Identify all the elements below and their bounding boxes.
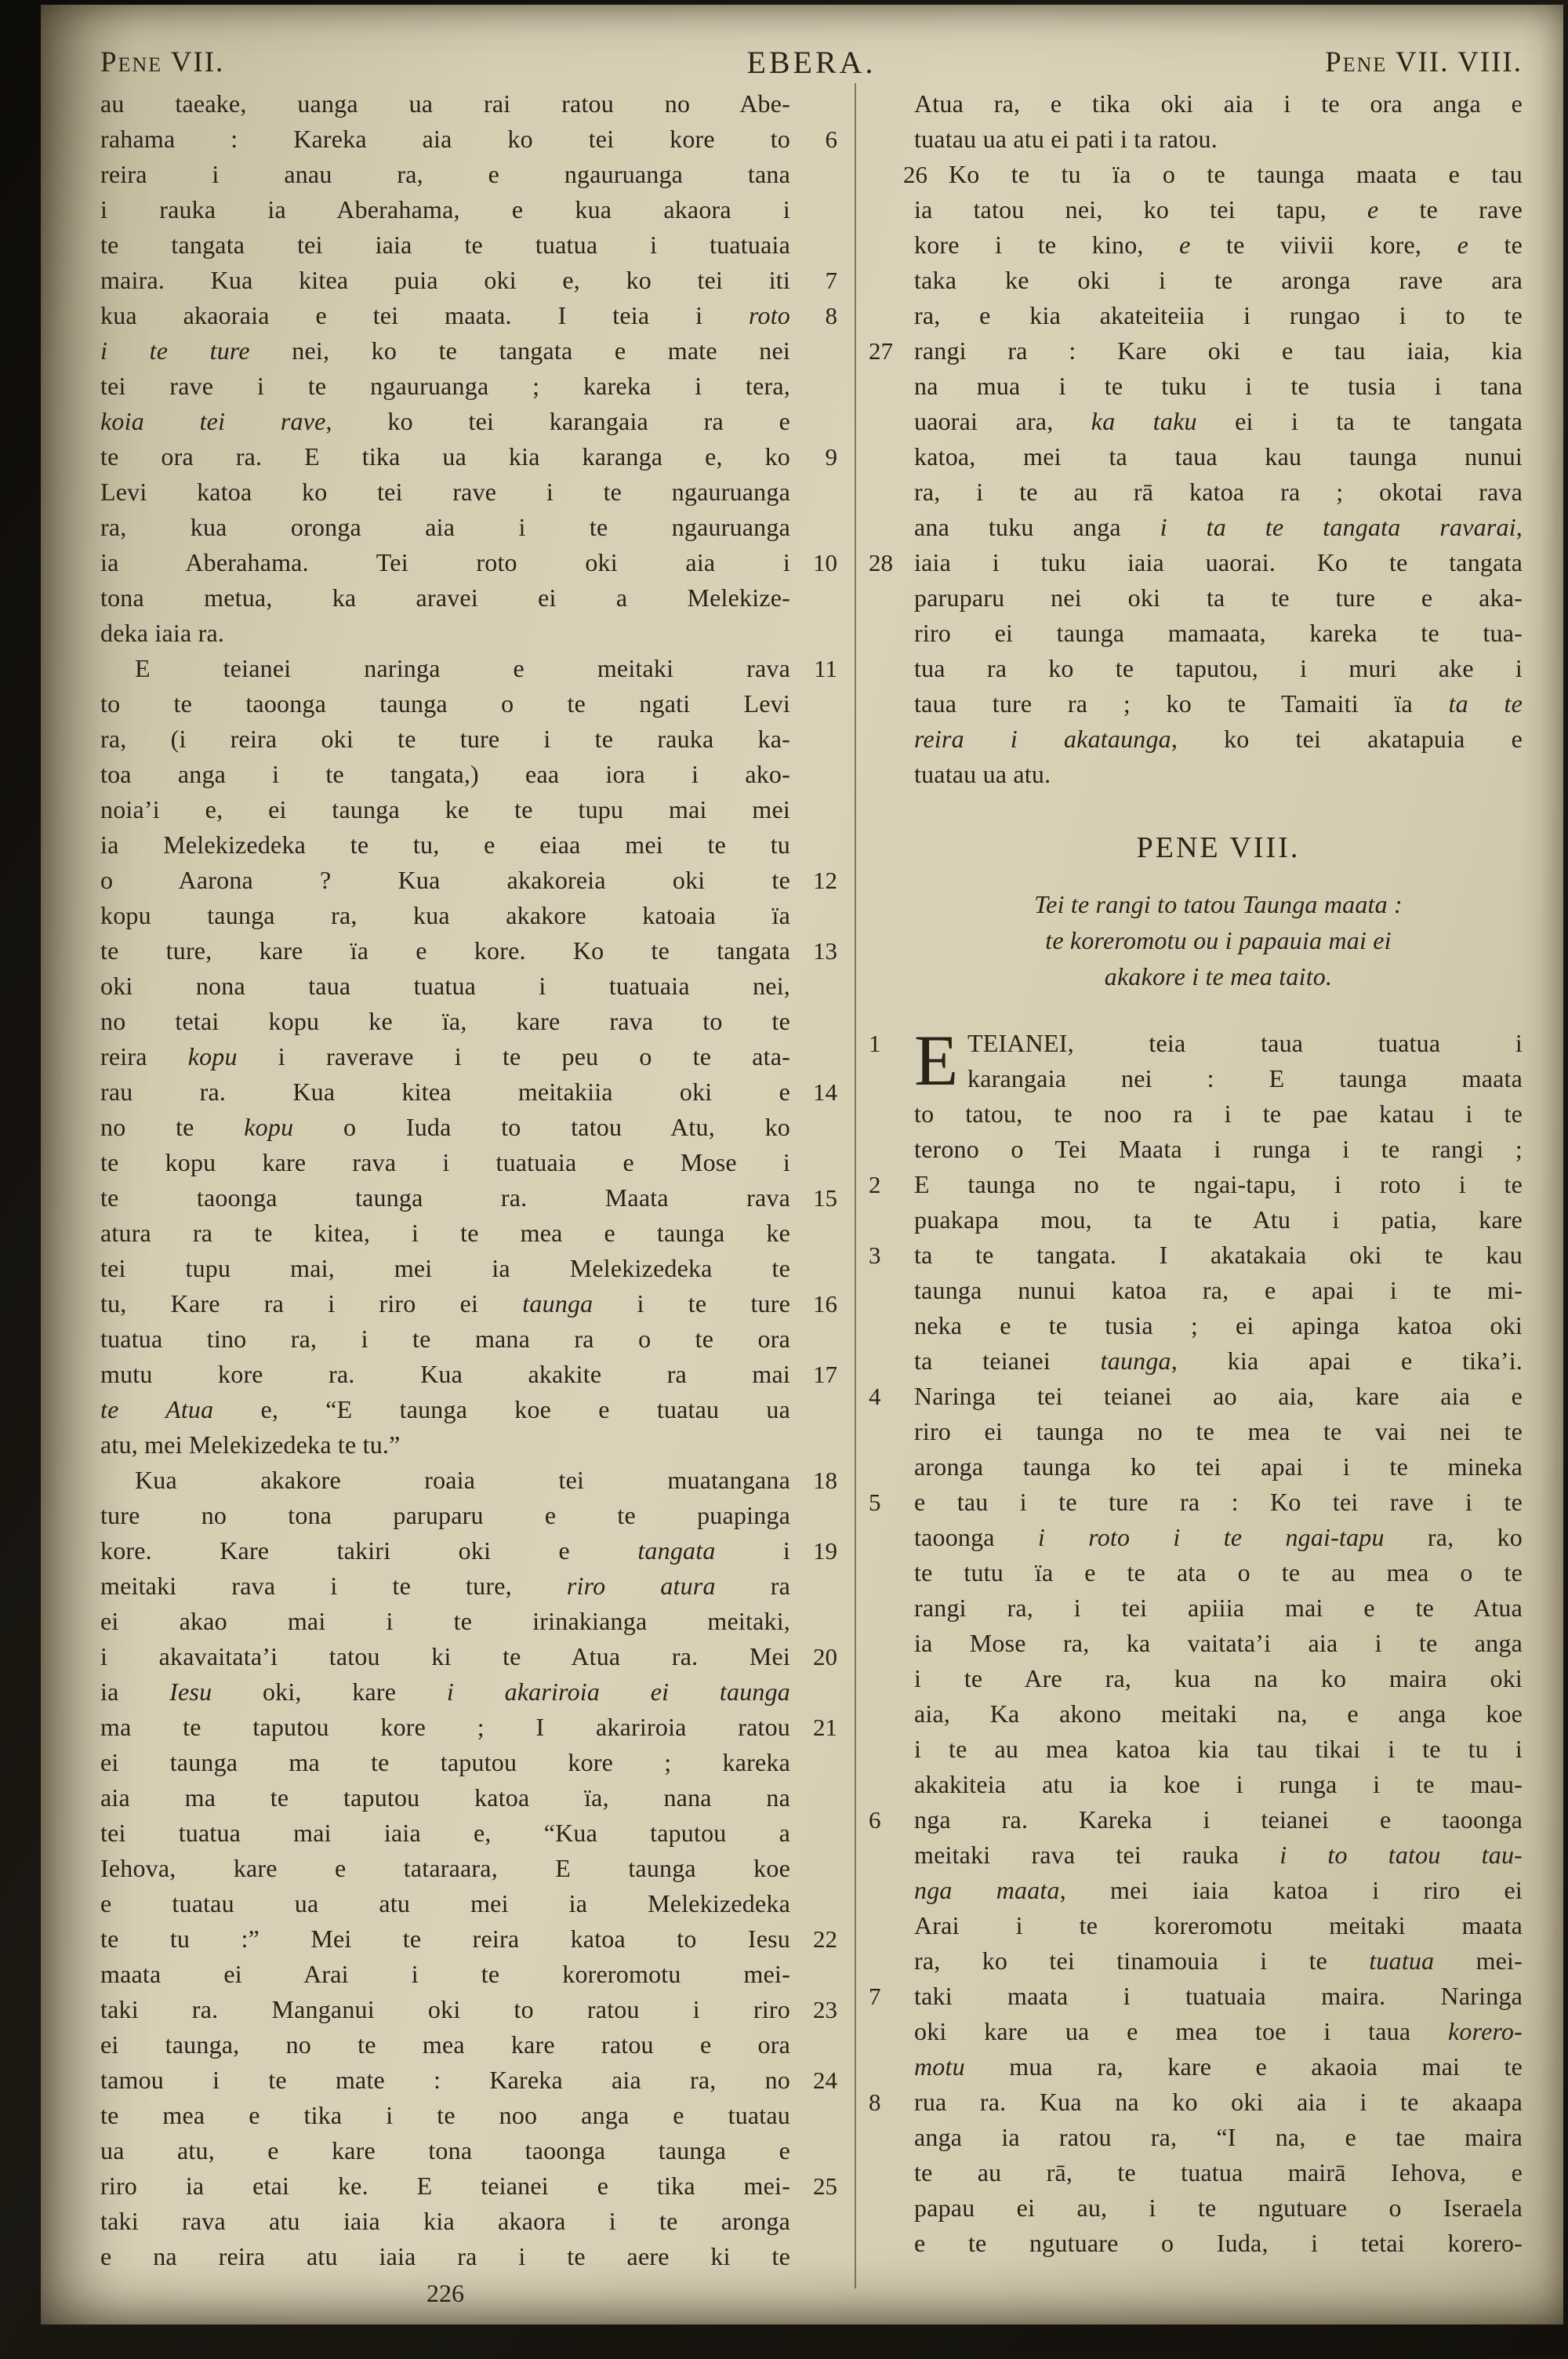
text-line: ra, ko tei tinamouia i te tuatua mei- [914,1946,1523,1975]
text-line: au taeake, uanga ua rai ratou no Abe- [100,89,790,118]
verse-number: 11 [814,655,837,682]
text-line: reira kopu i raverave i te peu o te ata- [100,1042,791,1070]
text-line: tei tuatua mai iaia e, “Kua taputou a [100,1819,790,1847]
text-line: i te au mea katoa kia tau tikai i te tu i [914,1735,1523,1763]
verse-number: 8 [825,302,837,329]
text-line: tu, Kare ra i riro ei taunga i te ture 16 [100,1286,790,1321]
text-line: te tu :” Mei te reira katoa to Iesu 22 [100,1921,790,1957]
text-line: mutu kore ra. Kua akakite ra mai 17 [100,1357,790,1392]
text-line: kua akaoraia e tei maata. I teia i roto 8 [100,298,790,333]
text-line: oki nona taua tuatua i tuatuaia nei, [100,972,790,1000]
verse-number: 5 [869,1488,881,1516]
text-line: rahama : Kareka aia ko tei kore to 6 [100,122,790,157]
running-head-right: Pene VII. VIII. [1325,46,1523,78]
summary-line: te koreromotu ou i papauia mai ei [1045,926,1392,954]
chapter-summary [914,886,1523,994]
text-line: rau ra. Kua kitea meitakiia oki e 14 [100,1074,790,1110]
text-line: atu, mei Melekizedeka te tu.” [100,1430,401,1459]
text-line: karangaia nei : E taunga maata [967,1064,1523,1092]
verse-number: 16 [813,1290,837,1318]
text-line: tuatua tino ra, i te mana ra o te ora [100,1325,790,1353]
text-line: i rauka ia Aberahama, e kua akaora i [100,195,790,224]
text-line: ana tuku anga i ta te tangata ravarai, [914,513,1523,541]
text-line: ua atu, e kare tona taoonga taunga e [100,2136,790,2165]
text-line: tei rave i te ngauruanga ; kareka i tera, [100,372,790,400]
running-head-left: Pene VII. [100,46,225,78]
text-line: anga ia ratou ra, “I na, e tae maira [914,2123,1523,2151]
text-line: rangi ra, i tei apiiia mai e te Atua [914,1594,1523,1622]
verse-number: 2 [869,1171,881,1198]
text-line: e tuatau ua atu mei ia Melekizedeka [100,1889,790,1917]
verse-number: 18 [813,1467,837,1494]
text-line: na mua i te tuku i te tusia i tana [914,372,1523,400]
text-line: tuatau ua atu. [914,760,1051,788]
text-line: toa anga i te tangata,) eaa iora i ako- [100,760,790,788]
text-line: E taunga no te ngai-tapu, i roto i te 2 [914,1167,1523,1202]
text-line: o Aarona ? Kua akakoreia oki te 12 [100,863,790,898]
verse-number: 17 [813,1361,837,1388]
text-line: deka iaia ra. [100,619,225,647]
text-line: motu mua ra, kare e akaoia mai te [914,2052,1523,2081]
text-line: ei akao mai i te irinakianga meitaki, [100,1607,790,1635]
text-line: papau ei au, i te ngutuare o Iseraela [914,2194,1523,2222]
text-line: i akavaitata’i tatou ki te Atua ra. Mei 20 [100,1639,790,1674]
text-line: te tangata tei iaia te tuatua i tuatuaia [100,231,790,259]
text-line: te ture, kare ïa e kore. Ko te tangata 13 [100,933,790,969]
text-line: ra, (i reira oki te ture i te rauka ka- [100,725,790,753]
text-line: ia Melekizedeka te tu, e eiaa mei te tu [100,831,790,859]
text-line: i te Are ra, kua na ko maira oki [914,1664,1523,1692]
text-line: paruparu nei oki ta te ture e aka- [914,583,1523,612]
text-line: TEIANEI, teia taua tuatua i 1 [914,1026,1523,1061]
text-line: tua ra ko te taputou, i muri ake i [914,654,1523,682]
column-divider [855,83,856,2288]
text-line: taua ture ra ; ko te Tamaiti ïa ta te [914,689,1523,718]
text-line: te tutu ïa e te ata o te au mea o te [914,1558,1523,1587]
running-head [100,45,1523,85]
text-line: e tau i te ture ra : Ko tei rave i te 5 [914,1485,1523,1520]
left-column [100,86,837,2274]
verse-number: 3 [869,1241,881,1269]
text-line: aronga taunga ko tei apai i te mineka [914,1452,1523,1481]
text-line: iaia i tuku iaia uaorai. Ko te tangata 28 [914,545,1523,580]
text-line: Kua akakore roaia tei muatangana 18 [100,1463,790,1498]
text-line: taoonga i roto i te ngai-tapu ra, ko [914,1523,1523,1551]
verse-number: 21 [813,1714,837,1741]
text-line: Levi katoa ko tei rave i te ngauruanga [100,478,790,506]
text-line: te kopu kare rava i tuatuaia e Mose i [100,1148,790,1176]
text-line: puakapa mou, ta te Atu i patia, kare [914,1205,1523,1234]
verse-number: 20 [813,1643,837,1670]
verse-number: 8 [869,2088,881,2116]
verse-number: 23 [813,1996,837,2023]
text-line: reira i akataunga, ko tei akatapuia e [914,725,1523,753]
text-line: ei taunga, no te mea kare ratou e ora [100,2030,790,2059]
text-line: kore. Kare takiri oki e tangata i 19 [100,1533,790,1568]
text-line: tuatau ua atu ei pati i ta ratou. [914,125,1218,153]
text-line: ia Mose ra, ka vaitata’i aia i te anga [914,1629,1523,1657]
verse-number: 12 [813,867,837,894]
text-line: ei taunga ma te taputou kore ; kareka [100,1748,790,1776]
verse-number: 19 [813,1537,837,1565]
verse-number: 7 [825,267,837,294]
text-line: ra, kua oronga aia i te ngauruanga [100,513,790,541]
text-line: nga maata, mei iaia katoa i riro ei [914,1876,1523,1904]
verse-block [869,86,1523,792]
verse-number: 27 [869,337,893,365]
text-line: ma te taputou kore ; I akariroia ratou 21 [100,1710,790,1745]
verse-number: 4 [869,1383,881,1410]
text-line: ta teianei taunga, kia apai e tika’i. [914,1347,1523,1375]
text-line: koia tei rave, ko tei karangaia ra e [100,407,790,435]
verse-number: 9 [825,443,837,471]
text-line: tei tupu mai, mei ia Melekizedeka te [100,1254,790,1282]
text-line: aia ma te taputou katoa ïa, nana na [100,1783,790,1812]
text-line: tamou i te mate : Kareka aia ra, no 24 [100,2063,790,2098]
verse-block [100,86,837,2274]
verse-number: 6 [869,1806,881,1834]
text-line: Arai i te koreromotu meitaki maata [914,1911,1523,1939]
verse-number: 14 [813,1078,837,1106]
verse-number: 22 [813,1925,837,1953]
text-line: e te ngutuare o Iuda, i tetai korero- [914,2229,1523,2257]
text-line: meitaki rava i te ture, riro atura ra [100,1572,790,1600]
verse-number: 24 [813,2066,837,2094]
drop-cap: E [914,1020,959,1100]
text-line: Naringa tei teianei ao aia, kare aia e 4 [914,1379,1523,1414]
book-page [41,5,1563,2324]
text-line: maata ei Arai i te koreromotu mei- [100,1960,790,1988]
text-line: no te kopu o Iuda to tatou Atu, ko [100,1113,790,1141]
running-head-title: EBERA. [746,45,877,80]
text-line: taki ra. Manganui oki to ratou i riro 23 [100,1992,790,2027]
text-line: ia Iesu oki, kare i akariroia ei taunga [100,1677,790,1706]
verse-number: 6 [825,125,837,153]
text-line: te ora ra. E tika ua kia karanga e, ko 9 [100,439,790,474]
text-line: te mea e tika i te noo anga e tuatau [100,2101,790,2129]
text-line: ra, e kia akateiteiia i rungao i to te [914,301,1523,329]
text-line: atura ra te kitea, i te mea e taunga ke [100,1219,790,1247]
page-number: 226 [426,2279,464,2307]
text-line: ra, i te au rā katoa ra ; okotai rava [914,478,1523,506]
text-line: terono o Tei Maata i runga i te rangi ; [914,1135,1523,1163]
verse-number: 7 [869,1983,881,2010]
text-line: riro ia etai ke. E teianei e tika mei- 25 [100,2168,790,2204]
right-column [869,86,1523,2261]
text-line: Ko te tu ïa o te taunga maata e tau 26 [914,157,1523,192]
text-line: rangi ra : Kare oki e tau iaia, kia 27 [914,333,1523,369]
verse-number: 26 [903,161,927,188]
text-line: nga ra. Kareka i teianei e taoonga 6 [914,1802,1523,1837]
text-line: taki rava atu iaia kia akaora i te aronga [100,2207,790,2235]
text-line: ture no tona paruparu e te puapinga [100,1501,790,1529]
text-line: te taoonga taunga ra. Maata rava 15 [100,1180,790,1216]
text-line: uaorai ara, ka taku ei i ta te tangata [914,407,1523,435]
text-line: maira. Kua kitea puia oki e, ko tei iti 7 [100,263,790,298]
text-line: riro ei taunga mamaata, kareka te tua- [914,619,1523,647]
verse-block [869,1020,1523,2261]
text-line: E teianei naringa e meitaki rava 11 [100,651,790,686]
text-line: taunga nunui katoa ra, e apai i te mi- [914,1276,1523,1304]
text-line: rua ra. Kua na ko oki aia i te akaapa 8 [914,2085,1523,2120]
summary-line: akakore i te mea taito. [1104,962,1333,990]
verse-number: 1 [869,1030,881,1057]
verse-number: 25 [813,2172,837,2200]
text-line: taka ke oki i te aronga rave ara [914,266,1523,294]
text-line: no tetai kopu ke ïa, kare rava to te [100,1007,790,1035]
text-line: te Atua e, “E taunga koe e tuatau ua [100,1395,790,1423]
text-line: tona metua, ka aravei ei a Melekize- [100,583,790,612]
text-line: e na reira atu iaia ra i te aere ki te [100,2242,790,2270]
text-line: neka e te tusia ; ei apinga katoa oki [914,1311,1523,1339]
text-line: Atua ra, e tika oki aia i te ora anga e [914,89,1523,118]
chapter-heading: PENE VIII. [1136,831,1301,864]
text-line: ia tatou nei, ko tei tapu, e te rave [914,195,1523,224]
text-line: kopu taunga ra, kua akakore katoaia ïa [100,901,790,929]
text-line: to te taoonga taunga o te ngati Levi [100,689,790,718]
text-line: taki maata i tuatuaia maira. Naringa 7 [914,1979,1523,2014]
text-line: akakiteia atu ia koe i runga i te mau- [914,1770,1523,1798]
text-line: i te ture nei, ko te tangata e mate nei [100,336,790,365]
text-line: kore i te kino, e te viivii kore, e te [914,231,1523,259]
text-line: ia Aberahama. Tei roto oki aia i 10 [100,545,790,580]
summary-line: Tei te rangi to tatou Taunga maata : [1034,890,1403,918]
text-line: te au rā, te tuatua mairā Iehova, e [914,2158,1523,2186]
text-line: aia, Ka akono meitaki na, e anga koe [914,1699,1523,1728]
text-line: katoa, mei ta taua kau taunga nunui [914,442,1523,471]
text-line: reira i anau ra, e ngauruanga tana [100,160,790,188]
text-line: riro ei taunga no te mea te vai nei te [914,1417,1523,1445]
text-line: ta te tangata. I akatakaia oki te kau 3 [914,1238,1523,1273]
verse-number: 28 [869,549,893,576]
text-line: Iehova, kare e tataraara, E taunga koe [100,1854,790,1882]
text-line: to tatou, te noo ra i te pae katau i te [914,1100,1523,1128]
text-line: oki kare ua e mea toe i taua korero- [914,2017,1523,2045]
text-line: meitaki rava tei rauka i to tatou tau- [914,1841,1523,1869]
verse-number: 15 [813,1184,837,1212]
verse-number: 10 [813,549,837,576]
text-line: noia’i e, ei taunga ke te tupu mai mei [100,795,790,823]
verse-number: 13 [813,937,837,965]
